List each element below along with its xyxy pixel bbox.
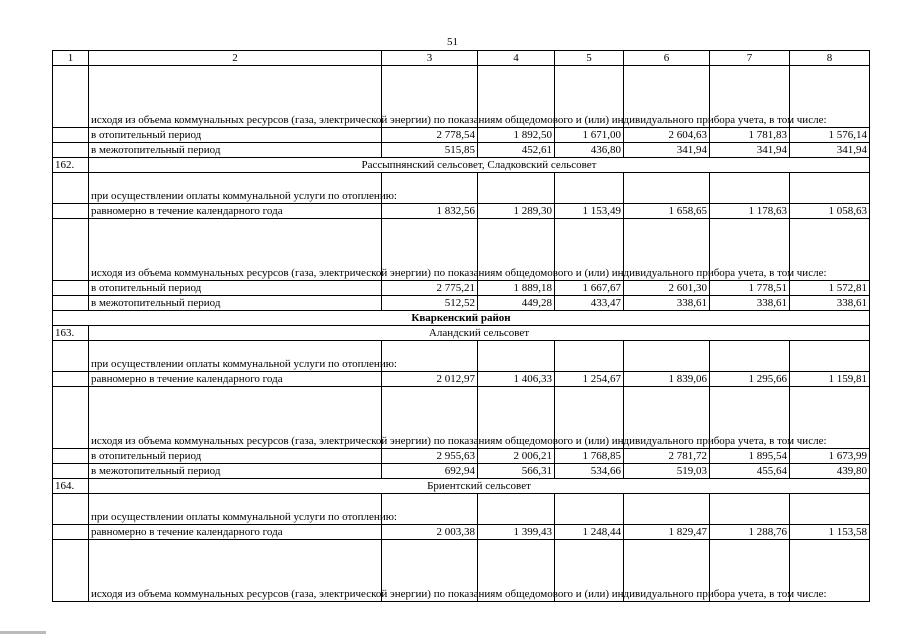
description-cell: при осуществлении оплаты коммунальной услуги по отоплению:	[89, 341, 382, 372]
value-cell: 1 295,66	[710, 372, 790, 387]
section-number: 164.	[53, 479, 89, 494]
table-body	[53, 51, 870, 602]
description-row	[53, 219, 870, 281]
section-row	[53, 326, 870, 341]
num-cell	[53, 296, 89, 311]
header-cell: 7	[710, 51, 790, 66]
table-row	[53, 281, 870, 296]
description-cell: исходя из объема коммунальных ресурсов (газа, электрической энергии) по показаниям общедомового и (или) индивидуального прибора учета, в том числе:	[89, 66, 382, 128]
header-cell: 2	[89, 51, 382, 66]
district-title: Кваркенский район	[53, 311, 870, 326]
empty-cell	[710, 173, 790, 204]
section-row	[53, 479, 870, 494]
value-cell: 1 178,63	[710, 204, 790, 219]
row-label: равномерно в течение календарного года	[89, 372, 382, 387]
row-label: в отопительный период	[89, 281, 382, 296]
empty-cell	[624, 341, 710, 372]
num-cell	[53, 219, 89, 281]
row-label: в отопительный период	[89, 128, 382, 143]
section-number: 163.	[53, 326, 89, 341]
value-cell: 1 671,00	[555, 128, 624, 143]
num-cell	[53, 540, 89, 602]
value-cell: 2 003,38	[382, 525, 478, 540]
empty-cell	[790, 494, 870, 525]
empty-cell	[790, 341, 870, 372]
num-cell	[53, 66, 89, 128]
empty-cell	[710, 341, 790, 372]
table-row	[53, 449, 870, 464]
page-number: 51	[447, 36, 458, 48]
value-cell: 1 889,18	[478, 281, 555, 296]
scan-artifact	[0, 631, 46, 634]
table-row	[53, 464, 870, 479]
value-cell: 534,66	[555, 464, 624, 479]
value-cell: 452,61	[478, 143, 555, 158]
value-cell: 1 572,81	[790, 281, 870, 296]
table-row	[53, 143, 870, 158]
value-cell: 2 601,30	[624, 281, 710, 296]
value-cell: 1 254,67	[555, 372, 624, 387]
value-cell: 449,28	[478, 296, 555, 311]
tariff-table	[52, 50, 870, 602]
value-cell: 566,31	[478, 464, 555, 479]
value-cell: 1 399,43	[478, 525, 555, 540]
value-cell: 2 781,72	[624, 449, 710, 464]
value-cell: 1 778,51	[710, 281, 790, 296]
num-cell	[53, 372, 89, 387]
value-cell: 1 839,06	[624, 372, 710, 387]
header-cell: 5	[555, 51, 624, 66]
empty-cell	[790, 173, 870, 204]
value-cell: 512,52	[382, 296, 478, 311]
header-cell: 4	[478, 51, 555, 66]
num-cell	[53, 464, 89, 479]
value-cell: 341,94	[710, 143, 790, 158]
value-cell: 515,85	[382, 143, 478, 158]
table-row	[53, 296, 870, 311]
num-cell	[53, 449, 89, 464]
description-cell: при осуществлении оплаты коммунальной услуги по отоплению:	[89, 173, 382, 204]
header-cell: 8	[790, 51, 870, 66]
section-title: Бриентский сельсовет	[89, 479, 870, 494]
value-cell: 1 832,56	[382, 204, 478, 219]
value-cell: 1 289,30	[478, 204, 555, 219]
description-cell: исходя из объема коммунальных ресурсов (газа, электрической энергии) по показаниям общедомового и (или) индивидуального прибора учета, в том числе:	[89, 219, 382, 281]
value-cell: 338,61	[790, 296, 870, 311]
num-cell	[53, 281, 89, 296]
header-cell: 3	[382, 51, 478, 66]
value-cell: 338,61	[624, 296, 710, 311]
table-row	[53, 204, 870, 219]
value-cell: 433,47	[555, 296, 624, 311]
value-cell: 1 658,65	[624, 204, 710, 219]
empty-cell	[624, 173, 710, 204]
empty-cell	[555, 494, 624, 525]
row-label: в отопительный период	[89, 449, 382, 464]
description-row	[53, 387, 870, 449]
value-cell: 2 604,63	[624, 128, 710, 143]
num-cell	[53, 341, 89, 372]
row-label: равномерно в течение календарного года	[89, 204, 382, 219]
header-cell: 1	[53, 51, 89, 66]
num-cell	[53, 143, 89, 158]
value-cell: 341,94	[790, 143, 870, 158]
header-row	[53, 51, 870, 66]
value-cell: 1 895,54	[710, 449, 790, 464]
empty-cell	[555, 341, 624, 372]
value-cell: 1 248,44	[555, 525, 624, 540]
value-cell: 436,80	[555, 143, 624, 158]
num-cell	[53, 128, 89, 143]
value-cell: 1 153,49	[555, 204, 624, 219]
description-row	[53, 341, 870, 372]
num-cell	[53, 387, 89, 449]
value-cell: 1 768,85	[555, 449, 624, 464]
table-row	[53, 525, 870, 540]
value-cell: 2 955,63	[382, 449, 478, 464]
district-row	[53, 311, 870, 326]
value-cell: 1 576,14	[790, 128, 870, 143]
row-label: в межотопительный период	[89, 296, 382, 311]
value-cell: 519,03	[624, 464, 710, 479]
value-cell: 1 153,58	[790, 525, 870, 540]
empty-cell	[478, 341, 555, 372]
section-title: Аландский сельсовет	[89, 326, 870, 341]
num-cell	[53, 494, 89, 525]
empty-cell	[555, 173, 624, 204]
description-row	[53, 173, 870, 204]
value-cell: 439,80	[790, 464, 870, 479]
value-cell: 692,94	[382, 464, 478, 479]
value-cell: 2 778,54	[382, 128, 478, 143]
empty-cell	[478, 494, 555, 525]
value-cell: 1 406,33	[478, 372, 555, 387]
value-cell: 341,94	[624, 143, 710, 158]
row-label: в межотопительный период	[89, 143, 382, 158]
table-row	[53, 372, 870, 387]
section-title: Рассыпнянский сельсовет, Сладковский сельсовет	[89, 158, 870, 173]
value-cell: 1 058,63	[790, 204, 870, 219]
table-row	[53, 128, 870, 143]
value-cell: 455,64	[710, 464, 790, 479]
empty-cell	[478, 173, 555, 204]
value-cell: 1 159,81	[790, 372, 870, 387]
value-cell: 2 012,97	[382, 372, 478, 387]
description-cell: при осуществлении оплаты коммунальной услуги по отоплению:	[89, 494, 382, 525]
description-row	[53, 494, 870, 525]
description-cell: исходя из объема коммунальных ресурсов (газа, электрической энергии) по показаниям общедомового и (или) индивидуального прибора учета, в том числе:	[89, 540, 382, 602]
header-cell: 6	[624, 51, 710, 66]
value-cell: 1 667,67	[555, 281, 624, 296]
num-cell	[53, 173, 89, 204]
row-label: равномерно в течение календарного года	[89, 525, 382, 540]
value-cell: 2 006,21	[478, 449, 555, 464]
num-cell	[53, 204, 89, 219]
section-number: 162.	[53, 158, 89, 173]
empty-cell	[624, 494, 710, 525]
value-cell: 2 775,21	[382, 281, 478, 296]
description-row	[53, 66, 870, 128]
value-cell: 1 892,50	[478, 128, 555, 143]
description-cell: исходя из объема коммунальных ресурсов (газа, электрической энергии) по показаниям общедомового и (или) индивидуального прибора учета, в том числе:	[89, 387, 382, 449]
value-cell: 1 829,47	[624, 525, 710, 540]
value-cell: 1 288,76	[710, 525, 790, 540]
value-cell: 338,61	[710, 296, 790, 311]
num-cell	[53, 525, 89, 540]
value-cell: 1 781,83	[710, 128, 790, 143]
description-row	[53, 540, 870, 602]
section-row	[53, 158, 870, 173]
row-label: в межотопительный период	[89, 464, 382, 479]
value-cell: 1 673,99	[790, 449, 870, 464]
empty-cell	[710, 494, 790, 525]
